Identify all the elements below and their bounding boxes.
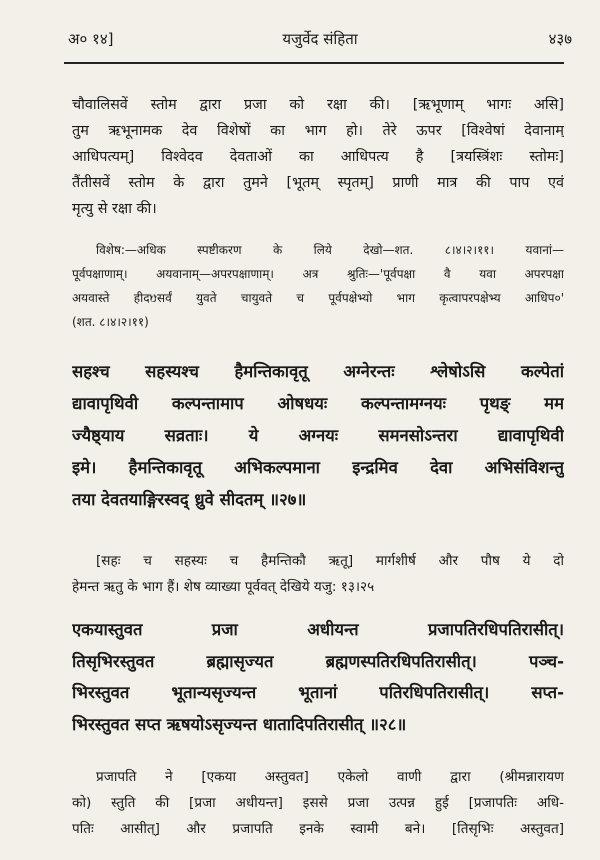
- text-line: चौवालिसवें स्तोम द्वारा प्रजा को रक्षा की। [ऋभूणाम् भागः असि]: [72, 97, 564, 113]
- verse-line: भिरस्तुवत सप्त ऋषयोऽसृज्यन्त धातादिपतिरासीत् ॥२८॥: [72, 714, 407, 734]
- text-line: तुम ऋभूनामक देव विशेषों का भाग हो। तेरे ऊपर [विश्वेषां देवानाम्: [72, 123, 564, 139]
- text-line: मृत्यु से रक्षा की।: [72, 201, 157, 217]
- book-title: यजुर्वेद संहिता: [282, 30, 358, 48]
- text-line: को) स्तुति की [प्रजा अधीयन्त] इससे प्रजा उत्पन्न हुई [प्रजापतिः अधि-: [72, 795, 564, 811]
- text-line: तैंतीसवें स्तोम के द्वारा तुमने [भूतम् स्पृतम्] प्राणी मात्र की पाप एवं: [72, 175, 564, 191]
- page-number: ४३७: [548, 30, 572, 48]
- verse-line: सहश्च सहस्यश्च हैमन्तिकावृतू अग्नेरन्तः श्लेषोऽसि कल्पेतां: [72, 362, 564, 381]
- mantra-28: [72, 614, 564, 740]
- text-line: [सहः च सहस्यः च हैमन्तिकौ ऋतू] मार्गशीर्ष और पौष ये दो: [96, 553, 564, 569]
- commentary-paragraph-28: [72, 764, 564, 842]
- header-rule: [64, 62, 564, 64]
- text-line: हेमन्त ऋतु के भाग हैं। शेष व्याख्या पूर्ववत् देखिये यजु: १३।२५: [72, 579, 375, 595]
- note-line: (शत. ८।४।२।११): [72, 315, 149, 329]
- page-header: [68, 28, 572, 50]
- note-line: पूर्वपक्षाणाम्। अयवानाम्—अपरपक्षाणाम्। अत्र श्रुतिः—'पूर्वपक्षा वै यवा अपरपक्षा: [72, 267, 564, 281]
- verse-line: इमे। हैमन्तिकावृतू अभिकल्पमाना इन्द्रमिव देवा अभिसंविशन्तु: [72, 458, 564, 477]
- note-line: अयवास्ते हीदᳪसर्वं युवते चायुवते च पूर्वपक्षेभ्यो भाग कृत्वापरपक्षेभ्य आधिप०': [72, 291, 564, 305]
- mantra-27: [72, 356, 564, 516]
- text-line: आधिपत्यम्] विश्वेदव देवताओं का आधिपत्य है [त्रयस्त्रिंशः स्तोमः]: [72, 149, 564, 165]
- commentary-paragraph-27: [72, 548, 564, 600]
- verse-line: भिरस्तुवत भूतान्यसृज्यन्त भूतानां पतिरधिपतिरासीत्। सप्त-: [72, 683, 564, 702]
- text-line: पतिः आसीत्] और प्रजापति इनके स्वामी बने। [तिसृभिः अस्तुवत]: [72, 821, 564, 837]
- chapter-marker: अ० १४]: [68, 30, 114, 48]
- verse-line: तया देवतयाङ्गिरस्वद् ध्रुवे सीदतम् ॥२७॥: [72, 490, 307, 509]
- verse-line: एकयास्तुवत प्रजा अधीयन्त प्रजापतिरधिपतिरासीत्।: [72, 620, 564, 639]
- verse-line: द्यावापृथिवी कल्पन्तामाप ओषधयः कल्पन्तामग्नयः पृथङ् मम: [72, 394, 564, 413]
- text-line: प्रजापति ने [एकया अस्तुवत] एकेलो वाणी द्वारा (श्रीमन्नारायण: [96, 769, 564, 785]
- note-line: विशेष:—अधिक स्पष्टीकरण के लिये देखो—शत. ८।४।२।११। यवानां—: [96, 243, 564, 257]
- verse-line: तिसृभिरस्तुवत ब्रह्मासृज्यत ब्रह्मणस्पतिरधिपतिरासीत्। पञ्च-: [72, 651, 564, 671]
- commentary-paragraph-1: [72, 92, 564, 222]
- special-note: [72, 238, 564, 334]
- verse-line: ज्यैष्ठ्याय सव्रताः। ये अग्नयः समनसोऽन्तरा द्यावापृथिवी: [72, 426, 564, 445]
